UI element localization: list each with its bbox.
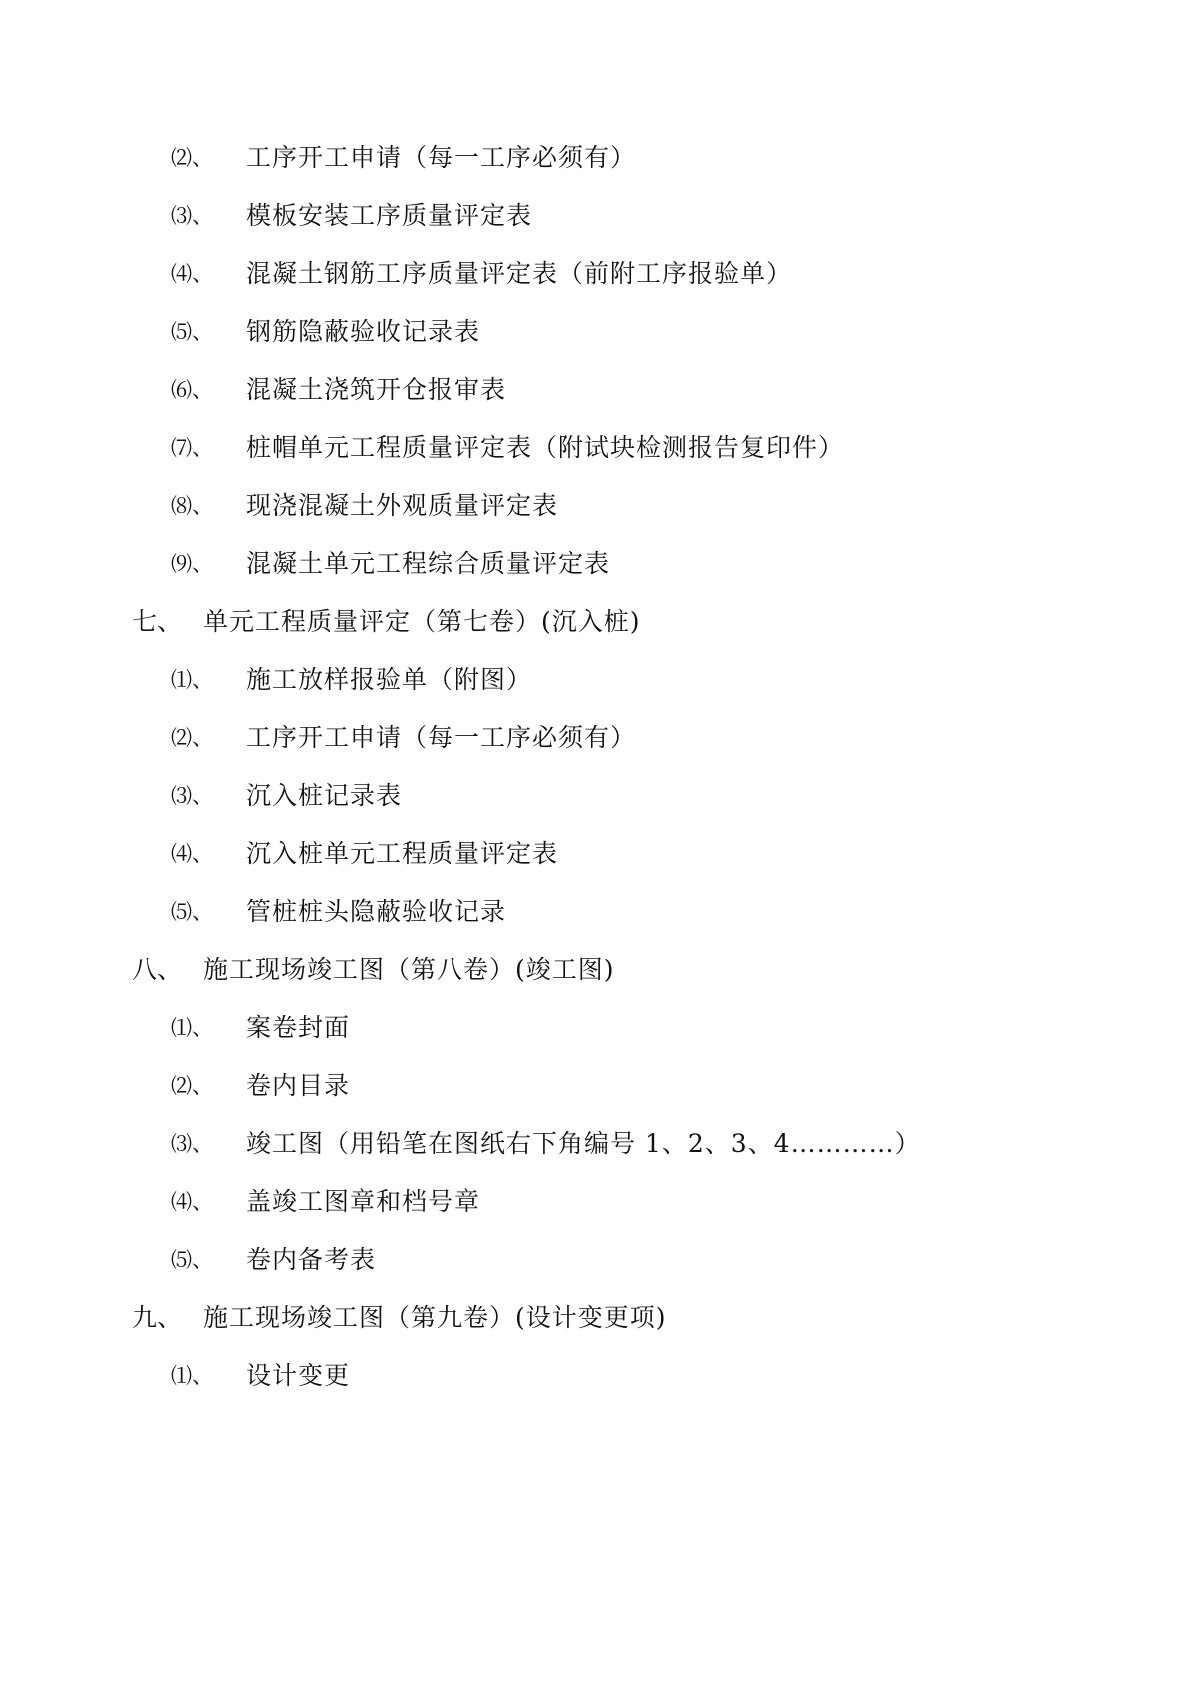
item-text: 沉入桩记录表 bbox=[246, 781, 403, 810]
list-item bbox=[171, 892, 506, 932]
item-text: 卷内目录 bbox=[246, 1071, 351, 1100]
item-text: 卷内备考表 bbox=[246, 1245, 377, 1274]
list-item bbox=[171, 1124, 921, 1164]
section-number: 八、 bbox=[132, 955, 183, 984]
list-item bbox=[171, 1182, 480, 1222]
section-number: 七、 bbox=[132, 607, 183, 636]
item-text: 工序开工申请（每一工序必须有） bbox=[246, 723, 637, 752]
item-number: ⑵、 bbox=[171, 146, 213, 170]
item-text: 混凝土单元工程综合质量评定表 bbox=[246, 549, 611, 578]
section-heading bbox=[132, 950, 615, 990]
item-text: 工序开工申请（每一工序必须有） bbox=[246, 143, 637, 172]
item-text: 钢筋隐蔽验收记录表 bbox=[246, 317, 481, 346]
item-text: 混凝土浇筑开仓报审表 bbox=[246, 375, 507, 404]
list-item bbox=[171, 370, 506, 410]
section-text: 单元工程质量评定（第七卷）(沉入桩) bbox=[203, 607, 641, 636]
list-item bbox=[171, 1240, 376, 1280]
item-number: ⑶、 bbox=[171, 784, 213, 808]
list-item bbox=[171, 428, 844, 468]
item-number: ⑶、 bbox=[171, 1132, 213, 1156]
item-number: ⑹、 bbox=[171, 378, 213, 402]
list-item bbox=[171, 776, 402, 816]
item-text: 模板安装工序质量评定表 bbox=[246, 201, 533, 230]
item-text: 设计变更 bbox=[246, 1361, 351, 1390]
item-number: ⑷、 bbox=[171, 1190, 213, 1214]
list-item bbox=[171, 544, 610, 584]
item-number: ⑻、 bbox=[171, 494, 213, 518]
item-text: 桩帽单元工程质量评定表（附试块检测报告复印件） bbox=[246, 433, 845, 462]
list-item bbox=[171, 1008, 350, 1048]
item-number: ⑸、 bbox=[171, 320, 213, 344]
item-number: ⑵、 bbox=[171, 726, 213, 750]
item-number: ⑴、 bbox=[171, 1364, 213, 1388]
section-number: 九、 bbox=[132, 1303, 183, 1332]
item-number: ⑴、 bbox=[171, 668, 213, 692]
section-heading bbox=[132, 602, 641, 642]
list-item bbox=[171, 196, 532, 236]
item-number: ⑼、 bbox=[171, 552, 213, 576]
list-item bbox=[171, 718, 636, 758]
list-item bbox=[171, 312, 480, 352]
list-item bbox=[171, 138, 636, 178]
item-number: ⑶、 bbox=[171, 204, 213, 228]
item-number: ⑷、 bbox=[171, 842, 213, 866]
list-item bbox=[171, 660, 532, 700]
list-item bbox=[171, 1356, 350, 1396]
item-number: ⑺、 bbox=[171, 436, 213, 460]
item-number: ⑸、 bbox=[171, 1248, 213, 1272]
item-text: 案卷封面 bbox=[246, 1013, 351, 1042]
section-text: 施工现场竣工图（第八卷）(竣工图) bbox=[203, 955, 615, 984]
list-item bbox=[171, 1066, 350, 1106]
list-item bbox=[171, 254, 792, 294]
list-item bbox=[171, 486, 558, 526]
item-text: 管桩桩头隐蔽验收记录 bbox=[246, 897, 507, 926]
item-text: 盖竣工图章和档号章 bbox=[246, 1187, 481, 1216]
section-text: 施工现场竣工图（第九卷）(设计变更项) bbox=[203, 1303, 667, 1332]
list-item bbox=[171, 834, 558, 874]
section-heading bbox=[132, 1298, 667, 1338]
item-number: ⑴、 bbox=[171, 1016, 213, 1040]
item-number: ⑵、 bbox=[171, 1074, 213, 1098]
item-text: 竣工图（用铅笔在图纸右下角编号 1、2、3、4…………） bbox=[246, 1129, 921, 1158]
item-text: 施工放样报验单（附图） bbox=[246, 665, 533, 694]
item-text: 沉入桩单元工程质量评定表 bbox=[246, 839, 559, 868]
item-number: ⑸、 bbox=[171, 900, 213, 924]
item-text: 混凝土钢筋工序质量评定表（前附工序报验单） bbox=[246, 259, 793, 288]
item-number: ⑷、 bbox=[171, 262, 213, 286]
item-text: 现浇混凝土外观质量评定表 bbox=[246, 491, 559, 520]
